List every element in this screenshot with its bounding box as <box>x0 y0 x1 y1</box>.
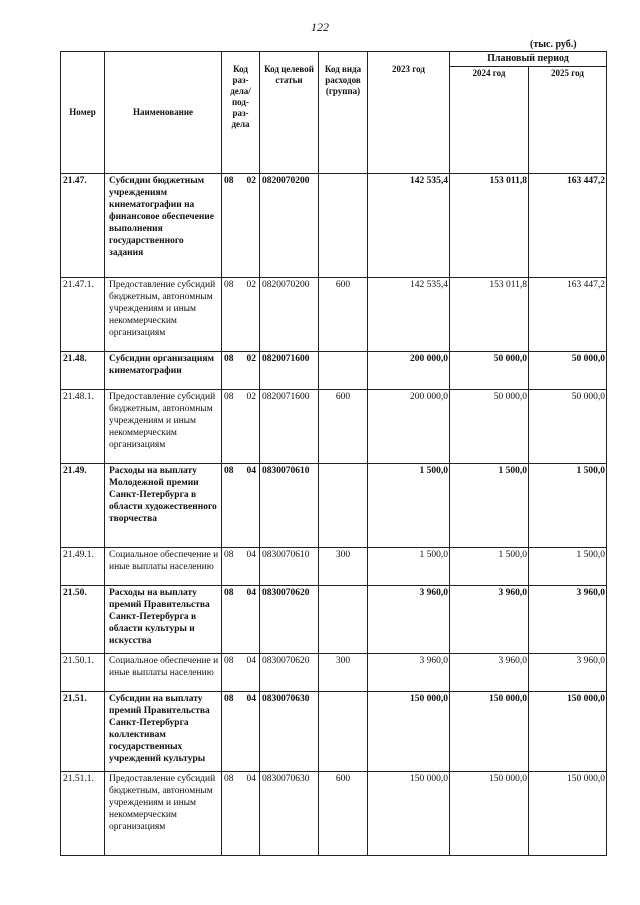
row-number: 21.49.1. <box>61 548 105 586</box>
row-value-2025: 150 000,0 <box>529 772 607 856</box>
row-name: Социальное обеспечение и иные выплаты населению <box>105 654 222 692</box>
row-name: Предоставление субсидий бюджетным, автономным учреждениям и иным некоммерческим организациям <box>105 390 222 464</box>
row-value-2025: 50 000,0 <box>529 390 607 464</box>
subsection-code: 04 <box>246 656 256 666</box>
row-value-2023: 3 960,0 <box>368 654 450 692</box>
row-value-2023: 150 000,0 <box>368 772 450 856</box>
row-expense-code <box>319 352 368 390</box>
table-row <box>61 654 607 692</box>
row-value-2024: 3 960,0 <box>450 586 529 654</box>
row-section-code <box>222 654 260 692</box>
row-value-2025: 163 447,2 <box>529 174 607 278</box>
row-value-2023: 1 500,0 <box>368 548 450 586</box>
section-code: 08 <box>224 392 234 402</box>
row-section-code <box>222 548 260 586</box>
section-code: 08 <box>224 280 234 290</box>
row-name: Субсидии на выплату премий Правительства Санкт-Петербурга коллективам государственных учреждений культуры <box>105 692 222 772</box>
row-target-code: 0830070630 <box>260 692 319 772</box>
row-value-2025: 1 500,0 <box>529 464 607 548</box>
row-number: 21.50.1. <box>61 654 105 692</box>
section-code: 08 <box>224 466 234 476</box>
header-target: Код целевой статьи <box>260 52 319 174</box>
row-value-2024: 50 000,0 <box>450 352 529 390</box>
row-value-2025: 3 960,0 <box>529 654 607 692</box>
row-value-2025: 150 000,0 <box>529 692 607 772</box>
subsection-code: 04 <box>246 774 256 784</box>
row-value-2023: 200 000,0 <box>368 352 450 390</box>
row-expense-code <box>319 692 368 772</box>
table-body <box>61 174 607 856</box>
row-section-code <box>222 464 260 548</box>
row-number: 21.51. <box>61 692 105 772</box>
row-number: 21.48. <box>61 352 105 390</box>
units-label: (тыс. руб.) <box>530 39 577 50</box>
table-row <box>61 772 607 856</box>
row-value-2024: 153 011,8 <box>450 174 529 278</box>
row-number: 21.47. <box>61 174 105 278</box>
row-value-2024: 150 000,0 <box>450 692 529 772</box>
row-name: Субсидии организациям кинематографии <box>105 352 222 390</box>
row-value-2023: 200 000,0 <box>368 390 450 464</box>
row-section-code <box>222 390 260 464</box>
subsection-code: 04 <box>246 466 256 476</box>
table-row <box>61 390 607 464</box>
row-section-code <box>222 586 260 654</box>
row-value-2025: 163 447,2 <box>529 278 607 352</box>
row-expense-code: 300 <box>319 548 368 586</box>
row-target-code: 0820071600 <box>260 390 319 464</box>
header-expense: Код вида расходов (группа) <box>319 52 368 174</box>
row-number: 21.49. <box>61 464 105 548</box>
row-value-2024: 1 500,0 <box>450 548 529 586</box>
row-name: Расходы на выплату Молодежной премии Санкт-Петербурга в области художественного творчества <box>105 464 222 548</box>
header-name: Наименование <box>105 52 222 174</box>
subsection-code: 04 <box>246 694 256 704</box>
row-section-code <box>222 772 260 856</box>
header-2024: 2024 год <box>450 67 529 174</box>
row-expense-code <box>319 174 368 278</box>
row-value-2023: 3 960,0 <box>368 586 450 654</box>
row-value-2024: 1 500,0 <box>450 464 529 548</box>
row-section-code <box>222 352 260 390</box>
table-row <box>61 174 607 278</box>
row-section-code <box>222 174 260 278</box>
section-code: 08 <box>224 354 234 364</box>
row-name: Предоставление субсидий бюджетным, автономным учреждениям и иным некоммерческим организациям <box>105 772 222 856</box>
row-name: Предоставление субсидий бюджетным, автономным учреждениям и иным некоммерческим организациям <box>105 278 222 352</box>
subsection-code: 02 <box>246 280 256 290</box>
row-value-2024: 3 960,0 <box>450 654 529 692</box>
table-row <box>61 464 607 548</box>
row-name: Расходы на выплату премий Правительства Санкт-Петербурга в области культуры и искусства <box>105 586 222 654</box>
table-row <box>61 548 607 586</box>
row-section-code <box>222 278 260 352</box>
row-expense-code: 600 <box>319 390 368 464</box>
row-value-2023: 1 500,0 <box>368 464 450 548</box>
row-value-2025: 50 000,0 <box>529 352 607 390</box>
budget-table <box>60 51 607 856</box>
row-value-2023: 150 000,0 <box>368 692 450 772</box>
section-code: 08 <box>224 588 234 598</box>
row-name: Субсидии бюджетным учреждениям кинематографии на финансовое обеспечение выполнения государственного задания <box>105 174 222 278</box>
row-target-code: 0830070620 <box>260 654 319 692</box>
row-expense-code: 600 <box>319 278 368 352</box>
row-number: 21.47.1. <box>61 278 105 352</box>
section-code: 08 <box>224 656 234 666</box>
row-section-code <box>222 692 260 772</box>
row-expense-code <box>319 586 368 654</box>
row-expense-code: 600 <box>319 772 368 856</box>
section-code: 08 <box>224 176 234 186</box>
row-value-2023: 142 535,4 <box>368 278 450 352</box>
header-2023: 2023 год <box>368 52 450 174</box>
subsection-code: 04 <box>246 588 256 598</box>
header-number: Номер <box>61 52 105 174</box>
table-row <box>61 692 607 772</box>
subsection-code: 04 <box>246 550 256 560</box>
row-value-2025: 1 500,0 <box>529 548 607 586</box>
row-target-code: 0820071600 <box>260 352 319 390</box>
row-number: 21.51.1. <box>61 772 105 856</box>
row-value-2025: 3 960,0 <box>529 586 607 654</box>
section-code: 08 <box>224 774 234 784</box>
subsection-code: 02 <box>246 176 256 186</box>
page-number: 122 <box>311 20 329 34</box>
row-target-code: 0830070610 <box>260 548 319 586</box>
header-2025: 2025 год <box>529 67 607 174</box>
row-name: Социальное обеспечение и иные выплаты населению <box>105 548 222 586</box>
subsection-code: 02 <box>246 392 256 402</box>
subsection-code: 02 <box>246 354 256 364</box>
section-code: 08 <box>224 694 234 704</box>
header-section: Код раз-дела/ под-раз-дела <box>222 52 260 174</box>
row-value-2023: 142 535,4 <box>368 174 450 278</box>
row-target-code: 0830070620 <box>260 586 319 654</box>
row-number: 21.50. <box>61 586 105 654</box>
row-value-2024: 153 011,8 <box>450 278 529 352</box>
table-row <box>61 278 607 352</box>
row-expense-code <box>319 464 368 548</box>
row-target-code: 0830070630 <box>260 772 319 856</box>
row-number: 21.48.1. <box>61 390 105 464</box>
header-plan-period: Плановый период <box>450 52 607 67</box>
row-target-code: 0830070610 <box>260 464 319 548</box>
table-row <box>61 586 607 654</box>
row-expense-code: 300 <box>319 654 368 692</box>
table-row <box>61 352 607 390</box>
row-target-code: 0820070200 <box>260 278 319 352</box>
row-value-2024: 50 000,0 <box>450 390 529 464</box>
section-code: 08 <box>224 550 234 560</box>
row-value-2024: 150 000,0 <box>450 772 529 856</box>
row-target-code: 0820070200 <box>260 174 319 278</box>
